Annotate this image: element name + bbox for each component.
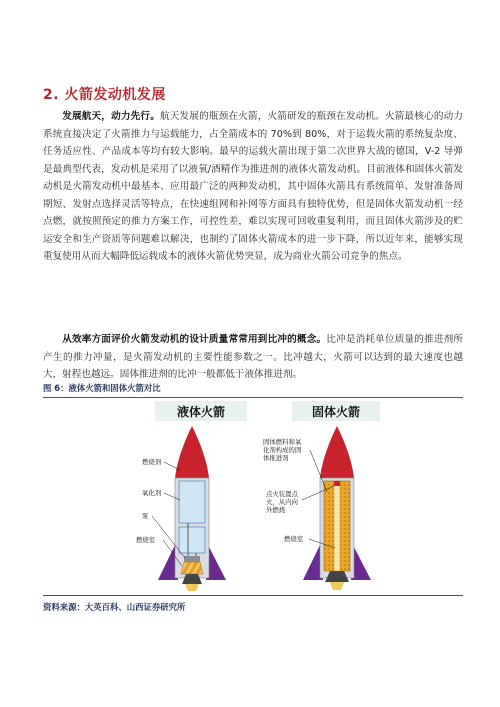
label-pump: 泵: [142, 512, 149, 520]
label-solid-propellant-line2: 化剂构成的固: [263, 446, 302, 454]
solid-rocket-title: 固体火箭: [311, 405, 361, 419]
label-solid-propellant-line1: 固体燃料和氧: [263, 438, 302, 446]
nose-cone: [320, 426, 354, 478]
paragraph-body: 航天发展的瓶颈在火箭，火箭研发的瓶颈在发动机。火箭最核心的动力系统直接决定了火箭推力与运载能力，占全箭成本的 70%到 80%，对于运载火箭的系统复杂度、任务适应性、产品成本等均有较大影响。最早的运载火箭出现于第二次世界大战的德国，V-2 导弹是最典型代表，发动机是采用了以液氧/酒精作为推进剂的液体火箭发动机。目前液体和固体火箭发动机是火箭发动机中最基本、应用最广泛的两种发动机，其中固体火箭具有系统简单、发射准备周期短、发射点选择灵活等特点，在快速组网和补网等方面具有独特优势，但是固体火箭发动机一经点燃，就按照预定的推力方案工作，可控性差，难以实现可回收重复利用，而且固体火箭涉及的贮运安全和生产资质等问题难以解决，也制约了固体火箭成本的进一步下降，所以近年来，能够实现重复使用从而大幅降低运载成本的液体火箭优势突显，成为商业火箭公司竞争的焦点。: [43, 111, 464, 262]
paragraph-lead: 从效率方面评价火箭发动机的设计质量常常用到比冲的概念。: [62, 334, 327, 345]
paragraph-lead: 发展航天，动力先行。: [62, 111, 160, 122]
label-oxidizer: 氧化剂: [142, 489, 162, 497]
liquid-rocket-title: 液体火箭: [176, 405, 226, 419]
liquid-rocket-panel: [136, 401, 247, 591]
exhaust-flame: [185, 584, 199, 591]
fuel-tank: [179, 481, 205, 523]
figure-caption: 图 6：液体火箭和固体火箭对比: [43, 383, 161, 393]
label-igniter-line3: 外燃烧: [266, 506, 286, 514]
label-solid-propellant-line3: 体推进剂: [263, 454, 289, 462]
exhaust-flame: [330, 582, 344, 590]
label-solid-combustion-chamber: 燃烧室: [284, 535, 304, 543]
figure-bottom-rule: [43, 595, 463, 596]
pump-block: [184, 556, 200, 562]
label-igniter-line2: 火，从内向: [266, 498, 298, 506]
igniter: [334, 481, 340, 486]
nose-cone: [175, 426, 209, 478]
figure-source: 资料来源：大英百科、山西证券研究所: [43, 602, 186, 612]
liquid-rocket-illustration: [158, 426, 226, 591]
label-igniter-line1: 点火装置点: [266, 490, 298, 498]
oxidizer-tank: [179, 527, 205, 553]
label-fuel: 燃烧剂: [142, 458, 162, 466]
combustion-chamber-shape: [181, 562, 203, 574]
label-combustion-chamber: 燃烧室: [136, 536, 156, 544]
paragraph-body: 比冲是消耗单位质量的推进剂所产生的推力冲量，是火箭发动机的主要性能参数之一。比冲越大，火箭可以达到的最大速度也越大，射程也越远。固体推进剂的比冲一般都低于液体推进剂。: [43, 334, 464, 380]
solid-rocket-panel: [263, 401, 380, 590]
section-heading: 2. 火箭发动机发展: [43, 87, 166, 103]
solid-rocket-illustration: [303, 426, 371, 590]
central-bore: [334, 483, 340, 571]
